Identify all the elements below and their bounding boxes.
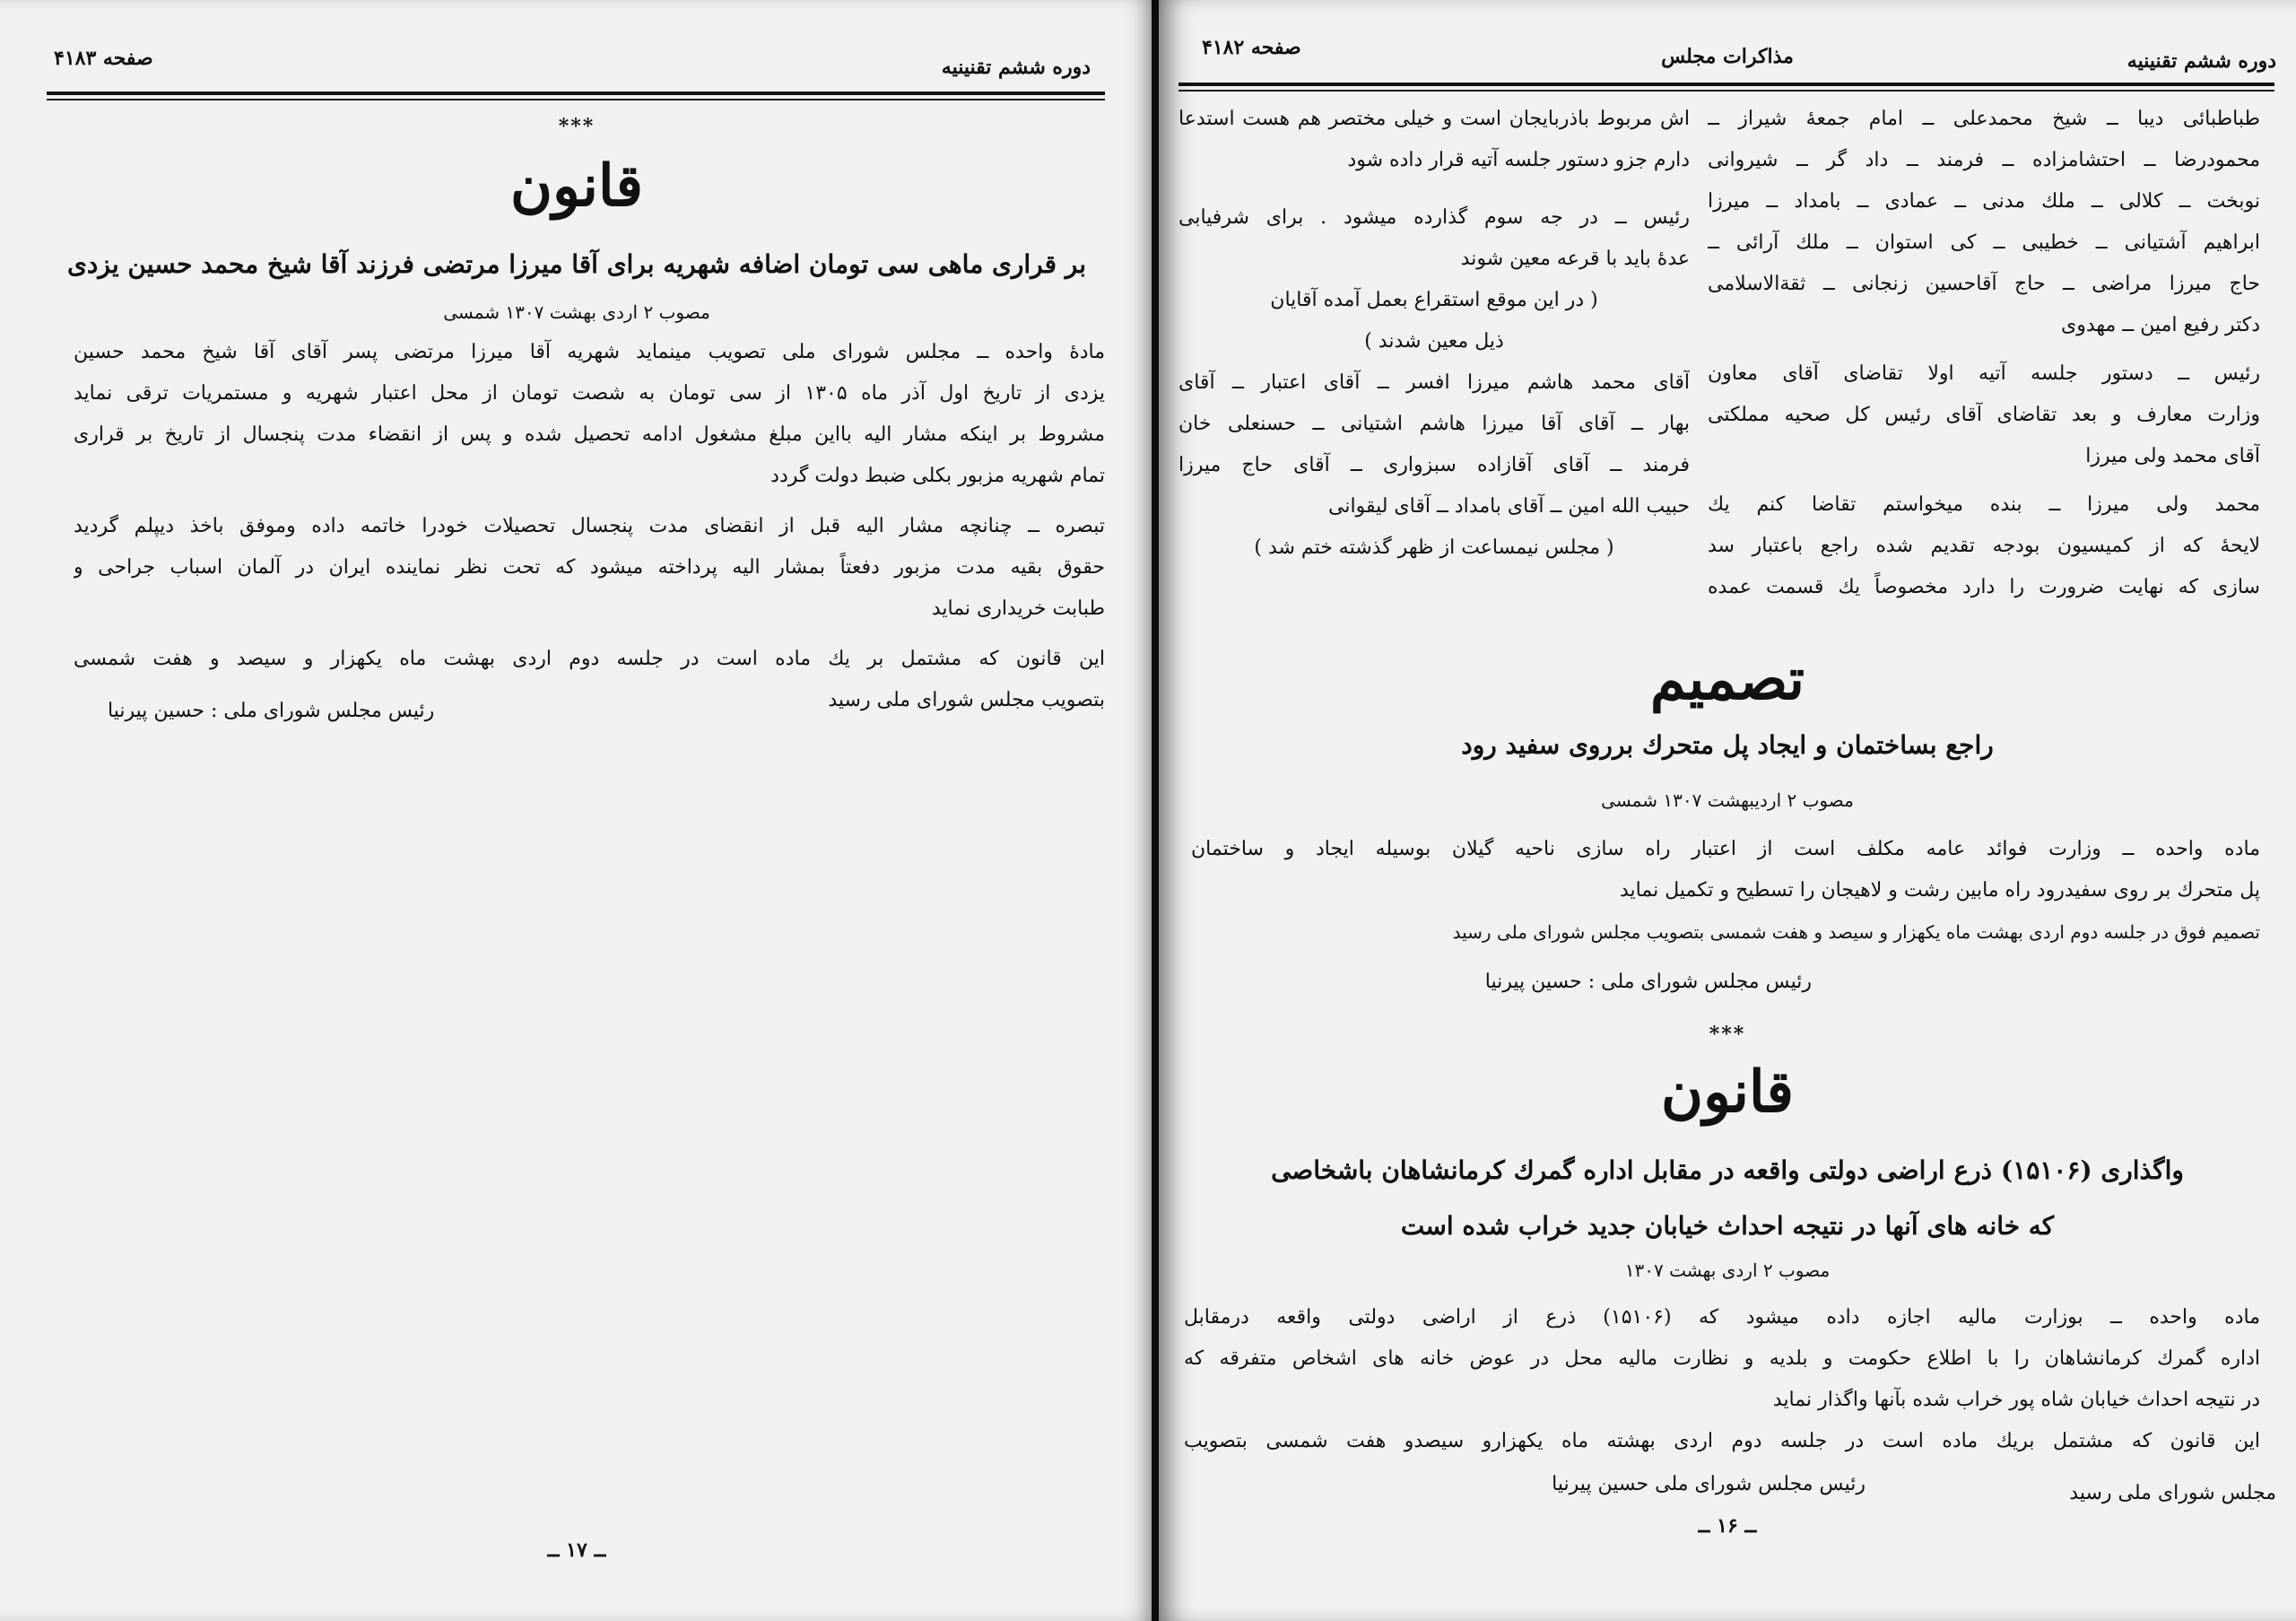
text-line: اداره گمرك كرمانشاهان را با اطلاع حكومت و بلديه و نظارت ماليه محل در عوض خانه هاى اشخاص متفرقه كه [1184,1347,2260,1370]
signature: رئيس مجلس شوراى ملى : حسين پيرنيا [108,700,435,722]
text-line: وزارت معارف و بعد تقاضاى آقاى رئيس كل صحيه مملكتى [1708,404,2260,426]
closing-line: بتصويب مجلس شوراى ملى رسيد [828,689,1105,711]
text-line: دكتر رفيع امين ــ مهدوى [2061,314,2260,336]
text-line: عدهٔ بايد با قرعه معين شوند [1460,248,1690,270]
text-line: فرمند ــ آقاى آقازاده سبزوارى ــ آقاى حاج ميرزا [1178,454,1690,476]
text-line: در نتيجه احداث خيابان شاه پور خراب شده بآنها واگذار نمايد [1772,1389,2260,1411]
section-stars: *** [1709,1023,1746,1046]
right-page-number-label: صفحه ۴۱۸۲ [1202,36,1301,59]
decision-subtitle: راجع بساختمان و ايجاد پل متحرك برروى سفيد رود [1461,730,1994,760]
law-title: قانون [510,153,643,220]
text-line: محمد ولى ميرزا ــ بنده ميخواستم تقاضا كنم يك [1708,493,2260,516]
text-line: رئيس ــ در جه سوم گذارده ميشود . براى شرفيابى [1178,206,1690,229]
note-line: طبابت خريدارى نمايد [931,597,1105,620]
decision-signature: رئيس مجلس شوراى ملى : حسين پيرنيا [1484,971,1812,993]
note-line: حقوق بقيه مدت مزبور دفعتاً بمشار اليه پرداخته ميشود كه تحت نظر نماينده ايران در آلمان اسباب جراحى و [74,556,1105,579]
header-rule [1178,83,2274,86]
body-line: مشروط بر اينكه مشار اليه بااين مبلغ مشغول ادامه تحصيل شده و پس از انقضاء مدت پنجسال از تاريخ بر قرارى [74,423,1105,446]
text-line: لايحهٔ كه از كميسيون بودجه تقديم شده راجع باعتبار سد [1708,535,2260,557]
text-line: ( در اين موقع استقراع بعمل آمده آقايان [1270,289,1598,311]
note-line: تبصره ــ چنانچه مشار اليه قبل از انقضاى مدت پنجسال تحصيلات خودرا خاتمه داده وموفق باخذ ديپلم گرديد [74,515,1105,537]
decision-approved: مصوب ۲ ارديبهشت ۱۳۰۷ شمسى [1601,789,1854,811]
text-line: ابراهيم آشتيانى ــ خطيبى ــ كى استوان ــ ملك آرائى ــ [1708,231,2260,254]
text-line: ذيل معين شدند ) [1364,330,1504,353]
header-rule-thin [1178,90,2274,92]
law2-subtitle-1: واگذارى (۱۵۱۰۶) ذرع اراضى دولتى واقعه در مقابل اداره گمرك كرمانشاهان باشخاصى [1271,1155,2184,1185]
decision-title: تصميم [1649,646,1805,713]
text-line: محمودرضا ــ احتشامزاده ــ فرمند ــ داد گر ــ شيروانى [1708,149,2260,171]
header-rule [47,92,1105,95]
text-line: ( مجلس نيمساعت از ظهر گذشته ختم شد ) [1254,536,1614,559]
law2-closing: مجلس شوراى ملى رسيد [2069,1482,2276,1504]
text-line: اين قانون كه مشتمل بريك ماده است در جلسه دوم اردى بهشته ماه يكهزارو سيصدو هفت شمسى بتصويب [1184,1430,2260,1452]
text-line: دارم جزو دستور جلسه آتيه قرار داده شود [1347,149,1690,171]
right-volume-label: دوره ششم تقنينيه [2126,49,2276,73]
law2-signature: رئيس مجلس شوراى ملى حسين پيرنيا [1552,1473,1866,1495]
text-line: آقاى محمد ولى ميرزا [2085,445,2260,467]
approved-date: مصوب ۲ اردى بهشت ۱۳۰۷ شمسى [443,301,710,323]
page-number: ــ ۱۶ ــ [1698,1514,1757,1538]
text-line: رئيس ــ دستور جلسه آتيه اولا تقاضاى آقاى معاون [1708,362,2260,385]
text-line: بهار ــ آقاى آقا ميرزا هاشم اشتيانى ــ حسنعلى خان [1178,413,1690,435]
law2-approved: مصوب ۲ اردى بهشت ۱۳۰۷ [1624,1259,1831,1281]
law2-subtitle-2: كه خانه هاى آنها در نتيجه احداث خيابان جديد خراب شده است [1400,1211,2055,1241]
left-volume-label: دوره ششم تقنينيه [941,56,1091,79]
text-line: حبيب الله امين ــ آقاى بامداد ــ آقاى ليقوانى [1328,495,1690,518]
body-line: يزدى از تاريخ اول آذر ماه ۱۳۰۵ از سى تومان به شصت تومان از محل اعتبار شهريه و مستمريات ترقى نمايد [74,382,1105,405]
right-header-center: مذاكرات مجلس [1661,45,1794,68]
page-number: ــ ۱۷ ــ [547,1538,606,1562]
text-line: ماده واحده ــ بوزارت ماليه اجازه داده ميشود كه (۱۵۱۰۶) ذرع از اراضى دولتى واقعه درمقابل [1184,1306,2260,1329]
law-body [74,332,1105,721]
text-line: نوبخت ــ كلالى ــ ملك مدنى ــ عمادى ــ بامداد ــ ميرزا [1708,190,2260,213]
text-line: ماده واحده ــ وزارت فوائد عامه مكلف است از اعتبار راه سازى ناحيه گيلان بوسيله ايجاد و ساختمان [1191,838,2260,860]
text-line: طباطبائى ديبا ــ شيخ محمدعلى ــ امام جمعهٔ شيراز ــ [1708,108,2260,130]
right-page [1159,0,2296,1621]
text-line: پل متحرك بر روى سفيدرود راه مابين رشت و لاهيجان را تسطيح و تكميل نمايد [1619,879,2260,902]
law2-title: قانون [1661,1059,1794,1126]
header-rule-thin [47,99,1105,100]
body-line: تمام شهريه مزبور بكلى ضبط دولت گردد [770,465,1105,487]
text-line: حاج ميرزا مراضى ــ حاج آقاحسين زنجانى ــ ثقةالاسلامى [1708,273,2260,295]
text-line: سازى كه نهايت ضرورت را دارد مخصوصاً يك قسمت عمده [1708,576,2260,598]
law-subtitle: بر قرارى ماهى سى تومان اضافه شهريه براى آقا ميرزا مرتضى فرزند آقا شيخ محمد حسين يزدى [67,249,1086,279]
closing-line: اين قانون كه مشتمل بر يك ماده است در جلسه دوم اردى بهشت ماه يكهزار و سيصد و هفت شمسى [74,648,1105,670]
section-stars: *** [558,115,596,138]
text-column-left [1178,99,1690,569]
law2-body [1184,1297,2260,1462]
text-line: اش مربوط باذربايجان است و خيلى مختصر هم هست استدعا [1178,108,1690,130]
body-line: مادهٔ واحده ــ مجلس شوراى ملى تصويب مينمايد شهريه آقا ميرزا مرتضى پسر آقاى آقا شيخ محمد حسين [74,341,1105,363]
left-page-number-label: صفحه ۴۱۸۳ [54,47,153,70]
decision-body [1191,829,2260,953]
text-line: تصميم فوق در جلسه دوم اردى بهشت ماه يكهزار و سيصد و هفت شمسى بتصويب مجلس شوراى ملى رسيد [1452,921,2260,943]
text-line: آقاى محمد هاشم ميرزا افسر ــ آقاى اعتبار ــ آقاى [1178,371,1690,394]
text-column-right [1708,99,2260,608]
